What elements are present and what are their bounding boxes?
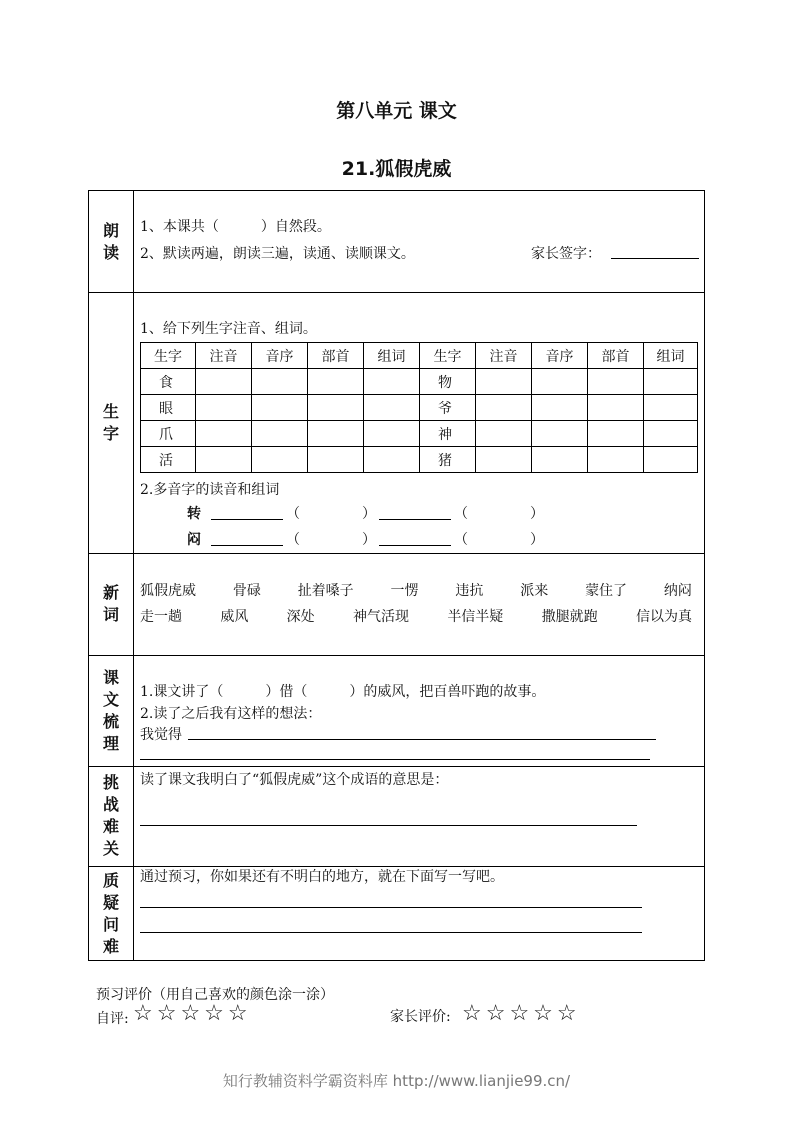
- answer-cell[interactable]: [644, 421, 698, 447]
- challenge-prompt: 读了课文我明白了“狐假虎威”这个成语的意思是：: [140, 772, 449, 788]
- answer-cell[interactable]: [644, 369, 698, 395]
- parent-sign-line[interactable]: [611, 258, 699, 259]
- answer-cell[interactable]: [364, 447, 420, 473]
- self-rating-stars[interactable]: ☆☆☆☆☆: [133, 1001, 252, 1026]
- paren-open: （: [286, 532, 300, 548]
- answer-cell[interactable]: [364, 395, 420, 421]
- new-word: 走一趟: [140, 609, 182, 625]
- answer-line[interactable]: [140, 907, 642, 908]
- reading-paragraph-count: 1、本课共（ ）自然段。: [140, 219, 331, 235]
- answer-line[interactable]: [140, 825, 637, 826]
- new-word: 派来: [520, 583, 549, 599]
- column-header: 部首: [308, 343, 364, 369]
- answer-cell[interactable]: [588, 421, 644, 447]
- paren-open: （: [286, 506, 300, 522]
- answer-cell[interactable]: [588, 369, 644, 395]
- outline-i-think: 我觉得: [140, 727, 182, 743]
- questions-prompt: 通过预习，你如果还有不明白的地方，就在下面写一写吧。: [140, 869, 504, 885]
- answer-cell[interactable]: [476, 421, 532, 447]
- column-header: 音序: [532, 343, 588, 369]
- table-row: [141, 369, 698, 395]
- section-label-reading: 朗 读: [102, 220, 119, 262]
- new-words-row: [140, 580, 692, 600]
- column-header: 组词: [364, 343, 420, 369]
- unit-title: 第八单元 课文: [336, 100, 457, 122]
- new-word: 深处: [286, 609, 315, 625]
- column-header: 注音: [476, 343, 532, 369]
- new-word: 违抗: [455, 583, 484, 599]
- new-word: 蒙住了: [585, 583, 628, 599]
- polyphone-char: 闷: [187, 532, 201, 548]
- character-cell: 食: [141, 369, 196, 395]
- paren-open: （: [454, 506, 468, 522]
- answer-cell[interactable]: [308, 369, 364, 395]
- reading-instruction: 2、默读两遍，朗读三遍，读通、读顺课文。: [140, 246, 415, 262]
- answer-cell[interactable]: [252, 369, 308, 395]
- answer-cell[interactable]: [196, 395, 252, 421]
- answer-cell[interactable]: [364, 369, 420, 395]
- new-word: 狐假虎威: [140, 583, 196, 599]
- column-header: 组词: [644, 343, 698, 369]
- answer-cell[interactable]: [308, 395, 364, 421]
- new-word: 一愣: [390, 583, 419, 599]
- table-row: [141, 421, 698, 447]
- answer-cell[interactable]: [588, 447, 644, 473]
- paren-open: （: [454, 532, 468, 548]
- new-word: 威风: [220, 609, 249, 625]
- new-word: 信以为真: [635, 609, 692, 625]
- table-header-row: [141, 343, 698, 369]
- section-label-challenge: 挑 战 难 关: [102, 773, 119, 858]
- character-cell: 活: [141, 447, 196, 473]
- character-cell: 爪: [141, 421, 196, 447]
- answer-cell[interactable]: [532, 369, 588, 395]
- answer-cell[interactable]: [196, 369, 252, 395]
- answer-cell[interactable]: [364, 421, 420, 447]
- answer-cell[interactable]: [476, 395, 532, 421]
- outline-story-prompt: 1.课文讲了（ ）借（ ）的威风，把百兽吓跑的故事。: [140, 684, 546, 700]
- column-header: 部首: [588, 343, 644, 369]
- new-word: 撒腿就跑: [541, 609, 598, 625]
- new-word: 骨碌: [232, 583, 261, 599]
- new-words-row: [140, 606, 692, 626]
- parent-evaluation-label: 家长评价:: [390, 1009, 451, 1025]
- character-cell: 物: [420, 369, 476, 395]
- new-word: 神气活现: [352, 609, 409, 625]
- answer-cell[interactable]: [532, 447, 588, 473]
- character-cell: 爷: [420, 395, 476, 421]
- answer-cell[interactable]: [476, 369, 532, 395]
- answer-cell[interactable]: [532, 421, 588, 447]
- word-line[interactable]: [379, 545, 451, 546]
- footer-watermark: 知行教辅资料学霸资料库 http://www.lianjie99.cn/: [222, 1072, 571, 1090]
- answer-cell[interactable]: [308, 421, 364, 447]
- answer-line[interactable]: [140, 932, 642, 933]
- new-word: 纳闷: [663, 583, 692, 599]
- answer-line[interactable]: [140, 759, 650, 760]
- outline-thought-prompt: 2.读了之后我有这样的想法：: [140, 706, 322, 722]
- paren-close: ）: [530, 532, 544, 548]
- new-word: 扯着嗓子: [297, 583, 354, 599]
- answer-cell[interactable]: [252, 421, 308, 447]
- paren-close: ）: [530, 506, 544, 522]
- column-header: 注音: [196, 343, 252, 369]
- row-divider: [89, 292, 704, 293]
- section-label-characters: 生 字: [102, 401, 119, 443]
- polyphone-title: 2.多音字的读音和组词: [140, 482, 280, 498]
- label-column-divider: [133, 191, 134, 960]
- row-divider: [89, 766, 704, 767]
- characters-instruction: 1、给下列生字注音、组词。: [140, 321, 317, 337]
- character-cell: 神: [420, 421, 476, 447]
- table-row: [141, 447, 698, 473]
- answer-cell[interactable]: [644, 395, 698, 421]
- paren-close: ）: [362, 532, 376, 548]
- table-row: [141, 395, 698, 421]
- parent-rating-stars[interactable]: ☆☆☆☆☆: [462, 1001, 581, 1026]
- characters-table: [140, 342, 698, 473]
- worksheet-table: [88, 190, 705, 961]
- column-header: 生字: [420, 343, 476, 369]
- answer-cell[interactable]: [196, 447, 252, 473]
- answer-cell[interactable]: [476, 447, 532, 473]
- answer-cell[interactable]: [588, 395, 644, 421]
- row-divider: [89, 655, 704, 656]
- character-cell: 猪: [420, 447, 476, 473]
- answer-cell[interactable]: [644, 447, 698, 473]
- answer-cell[interactable]: [196, 421, 252, 447]
- answer-cell[interactable]: [308, 447, 364, 473]
- answer-cell[interactable]: [252, 395, 308, 421]
- answer-line[interactable]: [188, 739, 656, 740]
- section-label-new-words: 新 词: [102, 583, 119, 624]
- answer-cell[interactable]: [532, 395, 588, 421]
- character-cell: 眼: [141, 395, 196, 421]
- new-word: 半信半疑: [447, 609, 504, 625]
- word-line[interactable]: [211, 519, 283, 520]
- word-line[interactable]: [379, 519, 451, 520]
- answer-cell[interactable]: [252, 447, 308, 473]
- section-label-questions: 质 疑 问 难: [102, 871, 119, 956]
- column-header: 生字: [141, 343, 196, 369]
- paren-close: ）: [362, 506, 376, 522]
- section-label-outline: 课 文 梳 理: [102, 667, 119, 753]
- lesson-title: 21.狐假虎威: [341, 158, 452, 180]
- row-divider: [89, 553, 704, 554]
- column-header: 音序: [252, 343, 308, 369]
- word-line[interactable]: [211, 545, 283, 546]
- parent-sign-label: 家长签字：: [531, 246, 601, 262]
- polyphone-char: 转: [187, 506, 201, 522]
- evaluation-title: 预习评价（用自己喜欢的颜色涂一涂）: [96, 987, 334, 1003]
- self-evaluation-label: 自评:: [96, 1011, 129, 1027]
